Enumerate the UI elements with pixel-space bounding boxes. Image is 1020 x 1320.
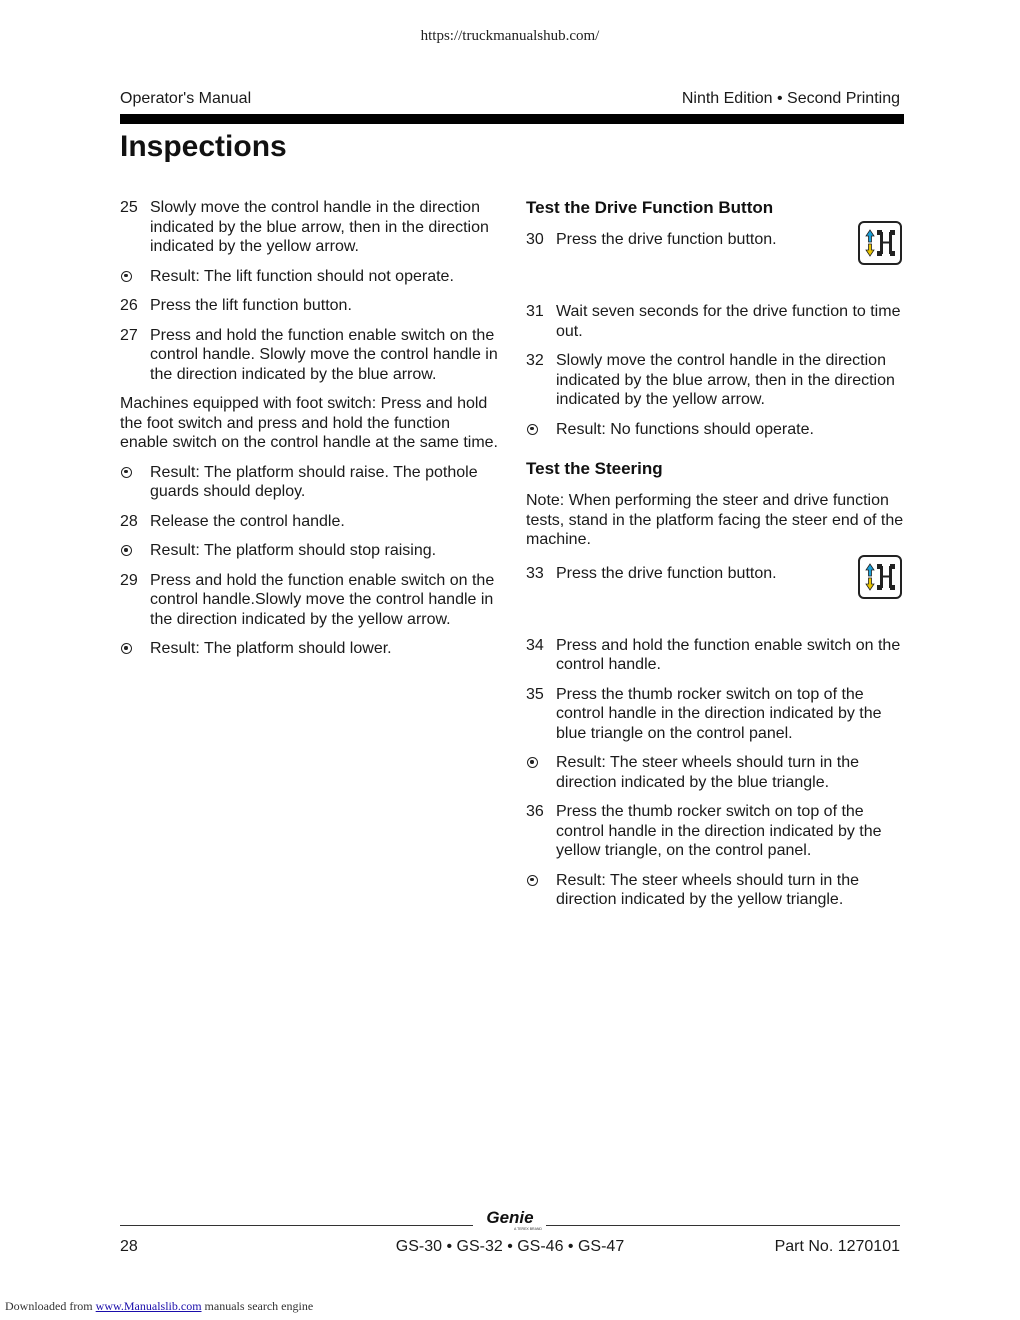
step-25 bbox=[120, 198, 498, 257]
bullseye-icon bbox=[121, 467, 132, 478]
result-35 bbox=[526, 753, 904, 792]
step-text: Press the lift function button. bbox=[150, 297, 352, 314]
step-number: 35 bbox=[526, 685, 544, 703]
right-column bbox=[526, 198, 904, 920]
step-text: Press the thumb rocker switch on top of the control handle in the direction indicated by the yellow triangle, on the control panel. bbox=[556, 803, 882, 859]
step-33 bbox=[526, 564, 904, 626]
foot-switch-note: Machines equipped with foot switch: Press and hold the foot switch and press and hold the function enable switch on the control handle at the same time. bbox=[120, 395, 498, 451]
step-number: 26 bbox=[120, 297, 138, 314]
step-text: Press and hold the function enable switch on the control handle. Slowly move the control handle in the direction indicated by the blue arrow. bbox=[150, 326, 498, 383]
bullseye-icon bbox=[527, 875, 538, 886]
result-25 bbox=[120, 267, 498, 287]
bullseye-icon bbox=[527, 424, 538, 435]
step-28 bbox=[120, 512, 498, 532]
footer-rule-right bbox=[546, 1225, 900, 1226]
result-32 bbox=[526, 420, 904, 440]
result-28 bbox=[120, 541, 498, 561]
step-number: 33 bbox=[526, 564, 544, 582]
step-26 bbox=[120, 296, 498, 316]
genie-logo bbox=[478, 1208, 542, 1232]
step-number: 28 bbox=[120, 512, 138, 530]
header-manual-title: Operator's Manual bbox=[120, 90, 252, 107]
step-number: 32 bbox=[526, 352, 544, 369]
header-rule bbox=[120, 114, 904, 124]
step-number: 34 bbox=[526, 636, 544, 654]
bullseye-icon bbox=[121, 545, 132, 556]
footer-models: GS-30 • GS-32 • GS-46 • GS-47 bbox=[395, 1238, 625, 1255]
source-url: https://truckmanualshub.com/ bbox=[420, 28, 600, 44]
manualslib-link[interactable]: www.Manualslib.com bbox=[95, 1299, 202, 1313]
drive-function-heading: Test the Drive Function Button bbox=[526, 198, 774, 217]
step-text: Slowly move the control handle in the direction indicated by the blue arrow, then in the direction indicated by the yellow arrow. bbox=[556, 352, 895, 408]
step-number: 36 bbox=[526, 803, 544, 820]
step-34 bbox=[526, 636, 904, 675]
page-number: 28 bbox=[120, 1238, 138, 1255]
step-number: 25 bbox=[120, 199, 138, 216]
result-text: Result: The platform should stop raising. bbox=[150, 542, 437, 559]
step-number: 30 bbox=[526, 231, 544, 248]
header-edition: Ninth Edition • Second Printing bbox=[681, 90, 900, 107]
download-attribution bbox=[5, 1299, 313, 1314]
steering-heading: Test the Steering bbox=[526, 459, 663, 478]
result-text: Result: The steer wheels should turn in the direction indicated by the blue triangle. bbox=[556, 754, 859, 791]
step-text: Press and hold the function enable switch on the control handle.Slowly move the control handle in the direction indicated by the yellow arrow. bbox=[150, 571, 495, 628]
step-text: Slowly move the control handle in the direction indicated by the blue arrow, then in the direction indicated by the yellow arrow. bbox=[150, 199, 489, 255]
step-text: Release the control handle. bbox=[150, 512, 345, 530]
result-text: Result: The steer wheels should turn in the direction indicated by the yellow triangle. bbox=[556, 871, 859, 908]
result-text: Result: The platform should lower. bbox=[150, 640, 392, 657]
steering-note: Note: When performing the steer and drive function tests, stand in the platform facing the steer end of the machine. bbox=[526, 492, 904, 548]
drive-function-button-icon bbox=[858, 221, 902, 265]
step-29 bbox=[120, 571, 498, 630]
step-text: Press the drive function button. bbox=[556, 231, 777, 248]
svg-text:A TEREX BRAND: A TEREX BRAND bbox=[514, 1227, 542, 1231]
download-suffix: manuals search engine bbox=[204, 1299, 314, 1313]
svg-text:Genie: Genie bbox=[486, 1208, 534, 1227]
step-text: Press the thumb rocker switch on top of the control handle in the direction indicated by the blue triangle on the control panel. bbox=[556, 685, 882, 742]
bullseye-icon bbox=[527, 757, 538, 768]
step-text: Wait seven seconds for the drive function to time out. bbox=[556, 303, 901, 340]
step-27 bbox=[120, 326, 498, 385]
step-31 bbox=[526, 302, 904, 341]
bullseye-icon bbox=[121, 643, 132, 654]
step-number: 29 bbox=[120, 571, 138, 589]
step-32 bbox=[526, 351, 904, 410]
left-column bbox=[120, 198, 498, 669]
download-prefix: Downloaded from bbox=[5, 1299, 93, 1313]
step-36 bbox=[526, 802, 904, 861]
page-title: Inspections bbox=[120, 130, 287, 163]
result-36 bbox=[526, 871, 904, 910]
step-30 bbox=[526, 230, 904, 292]
step-number: 27 bbox=[120, 326, 138, 344]
step-text: Press and hold the function enable switch on the control handle. bbox=[556, 636, 901, 673]
step-text: Press the drive function button. bbox=[556, 564, 777, 582]
step-number: 31 bbox=[526, 303, 544, 320]
step-35 bbox=[526, 685, 904, 744]
drive-function-button-icon bbox=[858, 555, 902, 599]
footer-rule-left bbox=[120, 1225, 473, 1226]
result-text: Result: No functions should operate. bbox=[556, 420, 814, 438]
part-number: Part No. 1270101 bbox=[774, 1238, 900, 1255]
result-29 bbox=[120, 639, 498, 659]
result-text: Result: The lift function should not operate. bbox=[150, 267, 454, 285]
result-text: Result: The platform should raise. The pothole guards should deploy. bbox=[150, 463, 478, 500]
result-27 bbox=[120, 463, 498, 502]
bullseye-icon bbox=[121, 271, 132, 282]
